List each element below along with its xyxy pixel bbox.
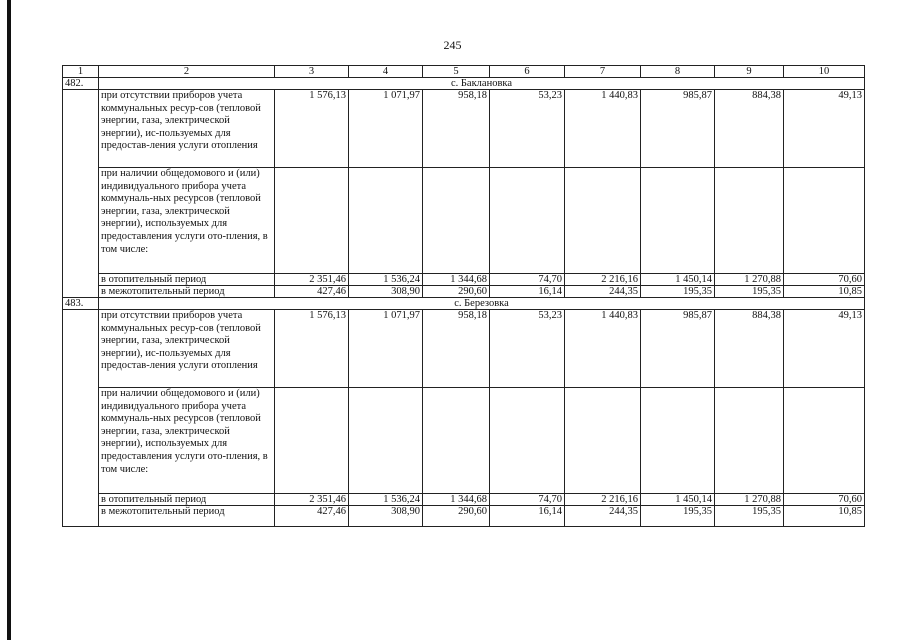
value-cell: 10,85 xyxy=(784,506,865,527)
section-index: 483. xyxy=(63,298,99,310)
value-cell xyxy=(275,388,349,494)
value-cell: 53,23 xyxy=(490,310,565,388)
column-number: 9 xyxy=(715,66,784,78)
table-row xyxy=(63,274,865,286)
value-cell: 308,90 xyxy=(349,286,423,298)
value-cell: 958,18 xyxy=(423,90,490,168)
value-cell xyxy=(423,388,490,494)
value-cell: 16,14 xyxy=(490,506,565,527)
column-number: 3 xyxy=(275,66,349,78)
value-cell: 2 216,16 xyxy=(565,274,641,286)
value-cell: 70,60 xyxy=(784,494,865,506)
value-cell: 1 071,97 xyxy=(349,310,423,388)
index-cell-span xyxy=(63,90,99,298)
value-cell xyxy=(490,388,565,494)
value-cell: 2 351,46 xyxy=(275,274,349,286)
scan-margin-line xyxy=(7,0,11,640)
settlement-name: с. Березовка xyxy=(99,298,865,310)
value-cell: 1 071,97 xyxy=(349,90,423,168)
value-cell: 985,87 xyxy=(641,310,715,388)
value-cell: 2 351,46 xyxy=(275,494,349,506)
value-cell xyxy=(641,168,715,274)
value-cell: 70,60 xyxy=(784,274,865,286)
section-index: 482. xyxy=(63,78,99,90)
value-cell: 1 576,13 xyxy=(275,310,349,388)
value-cell: 1 344,68 xyxy=(423,274,490,286)
column-number: 2 xyxy=(99,66,275,78)
value-cell: 290,60 xyxy=(423,506,490,527)
value-cell: 49,13 xyxy=(784,90,865,168)
value-cell: 290,60 xyxy=(423,286,490,298)
value-cell xyxy=(423,168,490,274)
row-description: при наличии общедомового и (или) индивидуального прибора учета коммуналь-ных ресурсов (тепловой энергии, газа, электрической энергии), используемых для предоставления услуги ото-пления, в том числе: xyxy=(99,388,275,494)
value-cell xyxy=(565,388,641,494)
value-cell xyxy=(784,168,865,274)
tariff-table xyxy=(62,65,865,527)
table-row xyxy=(63,90,865,168)
value-cell: 1 270,88 xyxy=(715,494,784,506)
value-cell: 195,35 xyxy=(715,286,784,298)
value-cell: 884,38 xyxy=(715,90,784,168)
value-cell xyxy=(565,168,641,274)
value-cell: 1 450,14 xyxy=(641,274,715,286)
value-cell: 1 344,68 xyxy=(423,494,490,506)
row-description: в межотопительный период xyxy=(99,286,275,298)
table-row xyxy=(63,494,865,506)
row-description: при отсутствии приборов учета коммунальных ресур-сов (тепловой энергии, газа, электрической энергии), ис-пользуемых для предостав-ления услуги отопления xyxy=(99,90,275,168)
row-description: в межотопительный период xyxy=(99,506,275,527)
value-cell: 1 536,24 xyxy=(349,494,423,506)
value-cell: 1 536,24 xyxy=(349,274,423,286)
value-cell: 958,18 xyxy=(423,310,490,388)
column-number: 6 xyxy=(490,66,565,78)
section-header-row xyxy=(63,298,865,310)
column-number: 10 xyxy=(784,66,865,78)
column-number: 8 xyxy=(641,66,715,78)
value-cell: 1 450,14 xyxy=(641,494,715,506)
index-cell-span xyxy=(63,310,99,527)
value-cell: 308,90 xyxy=(349,506,423,527)
value-cell: 2 216,16 xyxy=(565,494,641,506)
section-header-row xyxy=(63,78,865,90)
value-cell: 427,46 xyxy=(275,506,349,527)
value-cell xyxy=(715,388,784,494)
column-number-row xyxy=(63,66,865,78)
column-number: 5 xyxy=(423,66,490,78)
value-cell: 10,85 xyxy=(784,286,865,298)
table-row xyxy=(63,286,865,298)
column-number: 4 xyxy=(349,66,423,78)
row-description: при наличии общедомового и (или) индивидуального прибора учета коммуналь-ных ресурсов (тепловой энергии, газа, электрической энергии), используемых для предоставления услуги ото-пления, в том числе: xyxy=(99,168,275,274)
value-cell: 244,35 xyxy=(565,506,641,527)
value-cell: 53,23 xyxy=(490,90,565,168)
value-cell: 195,35 xyxy=(715,506,784,527)
value-cell xyxy=(784,388,865,494)
value-cell: 985,87 xyxy=(641,90,715,168)
value-cell xyxy=(490,168,565,274)
value-cell: 49,13 xyxy=(784,310,865,388)
row-description: при отсутствии приборов учета коммунальных ресур-сов (тепловой энергии, газа, электрической энергии), ис-пользуемых для предостав-ления услуги отопления xyxy=(99,310,275,388)
value-cell xyxy=(715,168,784,274)
table-row xyxy=(63,388,865,494)
row-description: в отопительный период xyxy=(99,274,275,286)
table-row xyxy=(63,310,865,388)
value-cell xyxy=(275,168,349,274)
value-cell: 427,46 xyxy=(275,286,349,298)
value-cell xyxy=(349,168,423,274)
value-cell: 195,35 xyxy=(641,286,715,298)
value-cell: 195,35 xyxy=(641,506,715,527)
row-description: в отопительный период xyxy=(99,494,275,506)
value-cell xyxy=(349,388,423,494)
table-row xyxy=(63,168,865,274)
column-number: 7 xyxy=(565,66,641,78)
value-cell: 1 270,88 xyxy=(715,274,784,286)
value-cell: 1 440,83 xyxy=(565,90,641,168)
column-number: 1 xyxy=(63,66,99,78)
table-row xyxy=(63,506,865,527)
value-cell: 1 440,83 xyxy=(565,310,641,388)
page-number: 245 xyxy=(443,38,462,52)
value-cell: 884,38 xyxy=(715,310,784,388)
value-cell: 1 576,13 xyxy=(275,90,349,168)
value-cell: 74,70 xyxy=(490,494,565,506)
value-cell: 74,70 xyxy=(490,274,565,286)
value-cell: 16,14 xyxy=(490,286,565,298)
settlement-name: с. Баклановка xyxy=(99,78,865,90)
value-cell xyxy=(641,388,715,494)
value-cell: 244,35 xyxy=(565,286,641,298)
